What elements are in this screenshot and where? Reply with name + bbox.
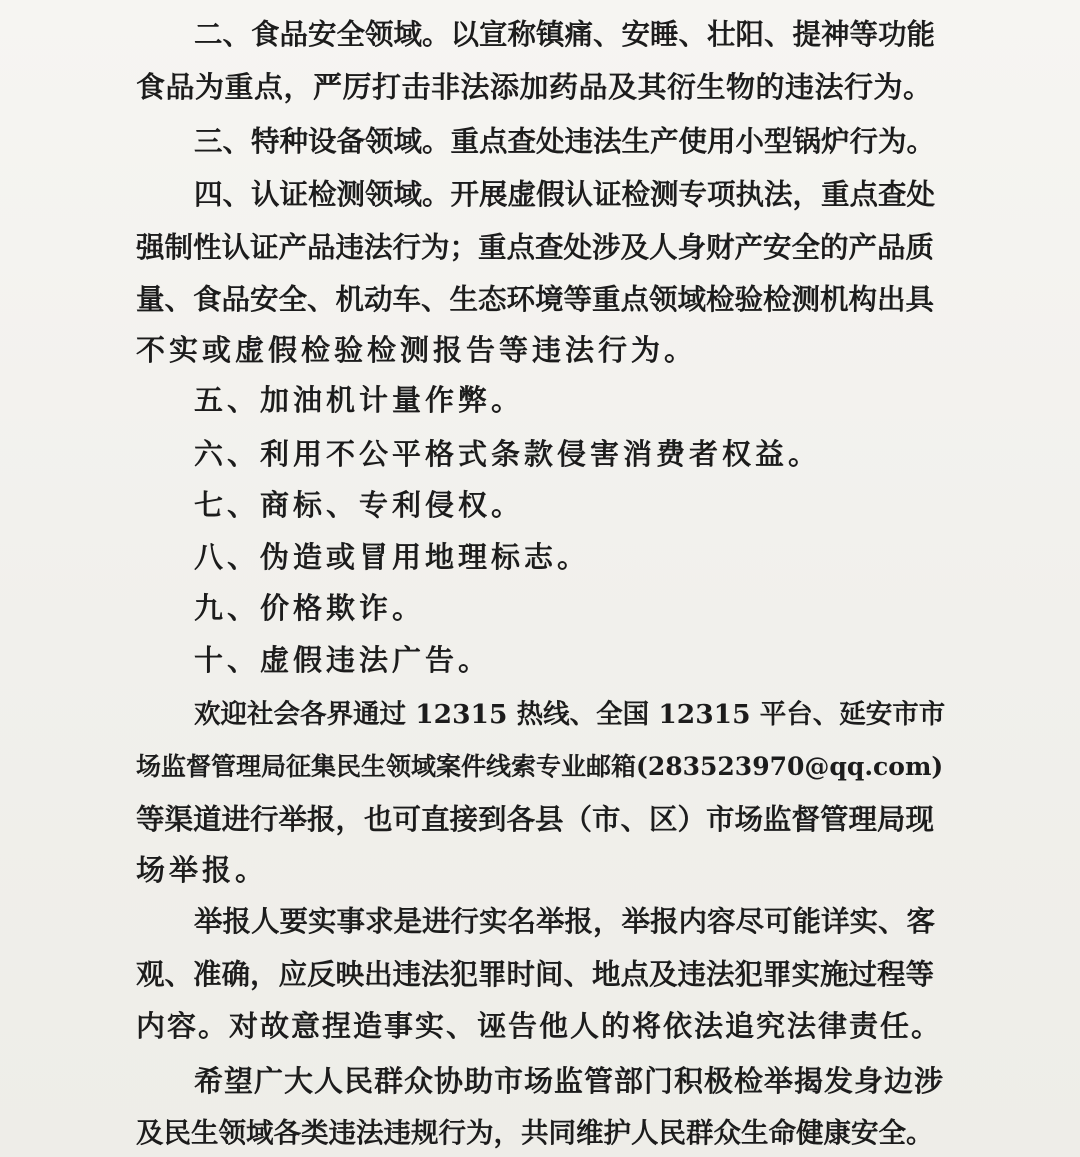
- text-line: 量、食品安全、机动车、生态环境等重点领域检验检测机构出具: [136, 282, 935, 316]
- text-line: 强制性认证产品违法行为；重点查处涉及人身财产安全的产品质: [136, 230, 935, 264]
- text-line: 二、食品安全领域。以宣称镇痛、安睡、壮阳、提神等功能: [194, 17, 936, 51]
- text-line: 五、加油机计量作弊。: [194, 383, 525, 417]
- text-line: 希望广大人民群众协助市场监管部门积极检举揭发身边涉: [194, 1064, 945, 1098]
- text-line: 六、利用不公平格式条款侵害消费者权益。: [194, 437, 822, 471]
- text-line: 举报人要实事求是进行实名举报，举报内容尽可能详实、客: [194, 904, 936, 938]
- text-line: 及民生领域各类违法违规行为，共同维护人民群众生命健康安全。: [136, 1117, 934, 1149]
- text-line: 等渠道进行举报，也可直接到各县（市、区）市场监督管理局现: [136, 802, 935, 836]
- text-line: 欢迎社会各界通过 12315 热线、全国 12315 平台、延安市市: [194, 699, 946, 730]
- text-line: 场举报。: [136, 853, 269, 887]
- text-line: 九、价格欺诈。: [194, 591, 426, 625]
- text-line: 内容。对故意捏造事实、诬告他人的将依法追究法律责任。: [136, 1009, 943, 1043]
- text-line: 食品为重点，严厉打击非法添加药品及其衍生物的违法行为。: [136, 70, 933, 104]
- text-line: 七、商标、专利侵权。: [194, 488, 525, 522]
- text-line: 不实或虚假检验检测报告等违法行为。: [136, 333, 698, 367]
- text-line: 十、虚假违法广告。: [194, 643, 492, 677]
- text-line: 场监督管理局征集民生领域案件线索专业邮箱(283523970@qq.com): [136, 752, 944, 781]
- text-line: 观、准确，应反映出违法犯罪时间、地点及违法犯罪实施过程等: [136, 957, 935, 991]
- text-line: 八、伪造或冒用地理标志。: [194, 540, 591, 574]
- text-line: 四、认证检测领域。开展虚假认证检测专项执法，重点查处: [194, 177, 936, 211]
- text-line: 三、特种设备领域。重点查处违法生产使用小型锅炉行为。: [194, 124, 936, 158]
